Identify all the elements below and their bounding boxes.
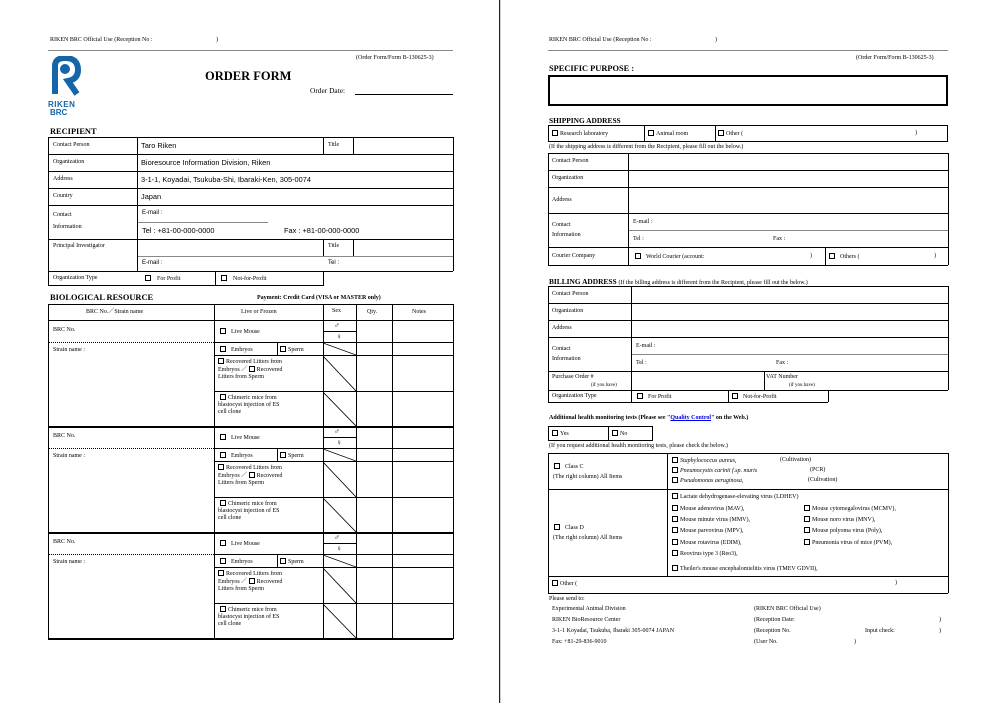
class-d-item[interactable]: Mouse polyoma virus (Poly), bbox=[804, 527, 948, 535]
diagonal-strike bbox=[323, 343, 356, 355]
official-use-note-2: RIKEN BRC Official Use (Reception No : bbox=[549, 37, 652, 43]
address-label: Address bbox=[53, 176, 73, 182]
strain-name-label: Strain name : bbox=[53, 347, 85, 353]
vat-if-have: (if you have) bbox=[789, 383, 815, 388]
class-c-item[interactable]: Pneumocystis carinii f.sp. muris (PCR) bbox=[672, 467, 942, 475]
contact-person-label: Contact Person bbox=[53, 142, 90, 148]
reception-no: (Reception No. bbox=[754, 628, 791, 634]
class-d-ldhev-label: Lactate dehydrogenase-elevating virus (LDHEV) bbox=[680, 494, 799, 500]
pi-tel-field[interactable]: Tel : bbox=[328, 260, 340, 266]
health-no-label: No bbox=[620, 431, 628, 437]
health-other-checkbox[interactable] bbox=[552, 580, 577, 588]
female-icon: ♀ bbox=[336, 438, 342, 447]
live-mouse-checkbox[interactable]: Live Mouse bbox=[220, 434, 260, 442]
title-label: Title bbox=[328, 142, 340, 148]
female-icon: ♀ bbox=[336, 544, 342, 553]
for-profit-label: For Profit bbox=[157, 276, 181, 282]
male-icon: ♂ bbox=[334, 321, 340, 330]
sperm-checkbox[interactable]: Sperm bbox=[280, 558, 304, 566]
diagonal-strike bbox=[323, 568, 356, 603]
sperm-checkbox[interactable]: Sperm bbox=[280, 452, 304, 460]
official-use-close: ) bbox=[216, 37, 218, 43]
diagonal-strike bbox=[323, 449, 356, 461]
bill-org-type-label: Organization Type bbox=[552, 393, 597, 399]
ship-other-close: ) bbox=[915, 130, 917, 136]
world-courier-label: World Courier (account: bbox=[646, 254, 705, 260]
billing-note: (If the billing address is different from the Recipient, please fill out the below.) bbox=[618, 280, 808, 286]
send-addr-1: Experimental Animal Division bbox=[552, 606, 626, 612]
form-title: ORDER FORM bbox=[205, 69, 292, 83]
col-sex: Sex bbox=[332, 308, 341, 314]
embryos-checkbox[interactable]: Embryos bbox=[220, 346, 253, 354]
others-courier-label: Others ( bbox=[840, 254, 860, 260]
chimeric-mice-checkbox[interactable]: Chimeric mice from blastocyst injection of ES cell clone bbox=[218, 501, 280, 521]
order-date-line[interactable] bbox=[355, 94, 453, 95]
bill-contact-info-label: Contact bbox=[552, 346, 571, 352]
org-type-label: Organization Type bbox=[53, 275, 98, 281]
class-c-checkbox[interactable] bbox=[554, 463, 584, 471]
quality-control-link[interactable]: Quality Control bbox=[670, 415, 712, 421]
organization-label: Organization bbox=[53, 159, 85, 165]
for-profit-checkbox[interactable] bbox=[145, 275, 181, 283]
diagonal-strike bbox=[323, 462, 356, 497]
po-if-have: (if you have) bbox=[591, 383, 617, 388]
male-icon: ♂ bbox=[334, 533, 340, 542]
class-d-item[interactable]: Mouse adenovirus (MAV), bbox=[672, 505, 802, 513]
live-mouse-checkbox[interactable]: Live Mouse bbox=[220, 540, 260, 548]
live-mouse-checkbox[interactable]: Live Mouse bbox=[220, 328, 260, 336]
female-icon: ♀ bbox=[336, 332, 342, 341]
reception-date-close: ) bbox=[939, 617, 941, 623]
world-courier-checkbox[interactable] bbox=[635, 253, 705, 261]
pi-email-field[interactable]: E-mail : bbox=[142, 260, 163, 266]
ship-animal-checkbox[interactable] bbox=[648, 130, 688, 138]
class-c-item[interactable]: Staphylococcus aureus, (Cultivation) bbox=[672, 457, 942, 465]
official-use-close-2: ) bbox=[715, 37, 717, 43]
sperm-checkbox[interactable]: Sperm bbox=[280, 346, 304, 354]
contact-info-label: Contact bbox=[53, 212, 72, 218]
payment-note: Payment: Credit Card (VISA or MASTER only) bbox=[257, 295, 381, 301]
courier-label: Courier Company bbox=[552, 253, 596, 259]
health-heading-tail: " on the Web.) bbox=[711, 415, 749, 421]
pi-title-label: Title bbox=[328, 243, 340, 249]
order-date-label: Order Date: bbox=[310, 86, 346, 95]
class-d-item[interactable]: Mouse rotavirus (EDIM), bbox=[672, 539, 802, 547]
bill-not-for-profit-label: Not-for-Profit bbox=[743, 394, 777, 400]
send-to-label: Please send to: bbox=[549, 596, 585, 602]
fax-field[interactable]: Fax : +81-00-000-0000 bbox=[284, 226, 360, 235]
others-courier-close: ) bbox=[934, 253, 936, 259]
class-d-item[interactable]: Mouse parvovirus (MPV), bbox=[672, 527, 802, 535]
organization-field[interactable]: Bioresource Information Division, Riken bbox=[141, 158, 271, 167]
user-no: (User No. bbox=[754, 639, 778, 645]
bill-fax-field[interactable]: Fax : bbox=[776, 360, 789, 366]
ship-address-label: Address bbox=[552, 197, 572, 203]
not-for-profit-checkbox[interactable] bbox=[221, 275, 267, 283]
class-c-item[interactable]: Pseudomonas aeruginosa, (Culivation) bbox=[672, 477, 942, 485]
diagonal-strike bbox=[323, 356, 356, 391]
class-d-item[interactable]: Mouse cytomegalovirus (MCMV), bbox=[804, 505, 948, 513]
official-use-header: (RIKEN BRC Official Use) bbox=[754, 606, 821, 612]
class-d-tmev-label: Theiler's mouse encephalomielitis virus (TMEV GDVII), bbox=[680, 566, 818, 572]
bill-contact-person-label: Contact Person bbox=[552, 291, 589, 297]
country-field[interactable]: Japan bbox=[141, 192, 162, 201]
class-d-item[interactable]: Pneumonia virus of mice (PVM), bbox=[804, 539, 948, 547]
diagonal-strike bbox=[323, 555, 356, 567]
chimeric-mice-checkbox[interactable]: Chimeric mice from blastocyst injection of ES cell clone bbox=[218, 395, 280, 415]
riken-brc-logo bbox=[48, 56, 82, 116]
col-notes: Notes bbox=[412, 309, 426, 315]
recovered-litters-checkbox[interactable]: Recovered Litters from Embryos ／ Recovered Litters from Sperm bbox=[218, 359, 283, 380]
send-addr-3: 3-1-1 Koyadai, Tsukuba, Ibaraki 305-0074 JAPAN bbox=[552, 628, 675, 634]
diagonal-strike bbox=[323, 604, 356, 638]
ship-fax-field[interactable]: Fax : bbox=[773, 236, 786, 242]
contact-person-field[interactable]: Taro Riken bbox=[141, 141, 177, 150]
others-courier-checkbox[interactable] bbox=[829, 253, 860, 261]
class-d-right bbox=[804, 505, 948, 550]
tel-field[interactable]: Tel : +81-00-000-0000 bbox=[142, 226, 215, 235]
male-icon: ♂ bbox=[334, 427, 340, 436]
health-other-close: ) bbox=[895, 580, 897, 586]
ship-research-checkbox[interactable] bbox=[552, 130, 608, 138]
ship-contact-person-label: Contact Person bbox=[552, 158, 589, 164]
ship-research-label: Research laboratory bbox=[560, 131, 609, 137]
specific-purpose-label: SPECIFIC PURPOSE : bbox=[549, 64, 635, 73]
input-check: Input check: bbox=[865, 628, 895, 634]
health-heading bbox=[549, 415, 748, 422]
col-live: Live or Frozen bbox=[241, 309, 277, 315]
ship-animal-label: Animal room bbox=[656, 131, 689, 137]
billing-heading: BILLING ADDRESS bbox=[549, 277, 617, 286]
recovered-litters-checkbox[interactable]: Recovered Litters from Embryos ／ Recovered Litters from Sperm bbox=[218, 571, 283, 592]
contact-info-label-2: Information bbox=[53, 224, 82, 230]
class-d-item[interactable]: Reovirus type 3 (Reo3), bbox=[672, 550, 802, 558]
recipient-heading: RECIPIENT bbox=[50, 127, 97, 136]
send-addr-2: RIKEN BioResource Center bbox=[552, 617, 621, 623]
specific-purpose-field[interactable] bbox=[548, 75, 948, 106]
class-d-item[interactable]: Mouse minute virus (MMV), bbox=[672, 516, 802, 524]
bill-not-for-profit-checkbox[interactable] bbox=[732, 393, 777, 401]
not-for-profit-label: Not-for-Profit bbox=[233, 276, 267, 282]
diagonal-strike bbox=[323, 498, 356, 532]
embryos-checkbox[interactable]: Embryos bbox=[220, 558, 253, 566]
col-qty: Qty. bbox=[367, 309, 378, 315]
health-note: (If you request additional health monitoring tests, please check the below.) bbox=[549, 443, 728, 449]
ship-email-field[interactable]: E-mail : bbox=[633, 219, 653, 225]
vat-label: VAT Number bbox=[766, 374, 798, 380]
ship-note: (If the shipping address is different from the Recipient, please fill out the below.) bbox=[549, 144, 744, 150]
class-d-tmev[interactable] bbox=[672, 565, 818, 573]
health-yes-label: Yes bbox=[560, 431, 569, 437]
class-d-sub: (The right column) All Items bbox=[553, 535, 623, 541]
world-courier-close: ) bbox=[810, 253, 812, 259]
ship-contact-info-label-2: Information bbox=[552, 232, 581, 238]
class-c-items bbox=[672, 457, 942, 486]
recovered-litters-checkbox[interactable]: Recovered Litters from Embryos ／ Recovered Litters from Sperm bbox=[218, 465, 283, 486]
brc-no-label: BRC No. bbox=[53, 539, 76, 545]
ship-tel-field[interactable]: Tel : bbox=[633, 236, 644, 242]
reception-date: (Reception Date: bbox=[754, 617, 795, 623]
bill-email-field[interactable]: E-mail : bbox=[636, 343, 656, 349]
health-yes-checkbox[interactable] bbox=[552, 430, 569, 438]
bill-for-profit-checkbox[interactable] bbox=[637, 393, 672, 401]
logo-text-riken: RIKEN bbox=[48, 100, 76, 109]
country-label: Country bbox=[53, 193, 73, 199]
class-d-checkbox[interactable] bbox=[554, 524, 584, 532]
form-id: (Order Form/Form B-130625-3) bbox=[356, 55, 434, 61]
brc-no-label: BRC No. bbox=[53, 433, 76, 439]
diagonal-strike bbox=[323, 392, 356, 426]
send-fax: Fax: +81-29-836-9010 bbox=[552, 639, 607, 645]
class-d-ldhev[interactable] bbox=[672, 493, 798, 501]
bio-heading: BIOLOGICAL RESOURCE bbox=[50, 293, 154, 302]
class-d-left bbox=[672, 505, 802, 561]
ship-organization-label: Organization bbox=[552, 175, 584, 181]
embryos-checkbox[interactable]: Embryos bbox=[220, 452, 253, 460]
class-c-sub: (The right column) All Items bbox=[553, 474, 623, 480]
bill-tel-field[interactable]: Tel : bbox=[636, 360, 647, 366]
address-field[interactable]: 3-1-1, Koyadai, Tsukuba-Shi, Ibaraki-Ken, 305-0074 bbox=[141, 175, 311, 184]
order-form-page-2 bbox=[501, 0, 1000, 703]
bill-contact-info-label-2: Information bbox=[552, 356, 581, 362]
purchase-order-label: Purchase Order # bbox=[552, 374, 594, 380]
health-other-label: Other ( bbox=[560, 581, 578, 587]
shipping-heading: SHIPPING ADDRESS bbox=[549, 116, 621, 125]
reception-no-close: ) bbox=[939, 628, 941, 634]
ship-contact-info-label: Contact bbox=[552, 222, 571, 228]
official-use-note: RIKEN BRC Official Use (Reception No : bbox=[50, 37, 153, 43]
pi-label: Principal Investigator bbox=[53, 243, 105, 249]
bill-for-profit-label: For Profit bbox=[648, 394, 672, 400]
class-c-label: Class C bbox=[565, 464, 584, 470]
user-no-close: ) bbox=[854, 639, 856, 645]
bill-address-label: Address bbox=[552, 325, 572, 331]
health-no-checkbox[interactable] bbox=[612, 430, 627, 438]
logo-text-brc: BRC bbox=[50, 108, 68, 117]
form-id-2: (Order Form/Form B-130625-3) bbox=[856, 55, 934, 61]
bill-organization-label: Organization bbox=[552, 308, 584, 314]
strain-name-label: Strain name : bbox=[53, 453, 85, 459]
class-d-label: Class D bbox=[565, 525, 584, 531]
email-field[interactable]: E-mail : bbox=[142, 210, 163, 216]
ship-other-checkbox[interactable] bbox=[718, 130, 743, 138]
chimeric-mice-checkbox[interactable]: Chimeric mice from blastocyst injection of ES cell clone bbox=[218, 607, 280, 627]
strain-name-label: Strain name : bbox=[53, 559, 85, 565]
ship-other-label: Other ( bbox=[726, 131, 744, 137]
class-d-item[interactable]: Mouse noro virus (MNV), bbox=[804, 516, 948, 524]
col-brc: BRC No.／Strain name bbox=[86, 309, 144, 315]
brc-no-label: BRC No. bbox=[53, 327, 76, 333]
health-heading-text: Additional health monitoring tests (Please see " bbox=[549, 415, 671, 421]
